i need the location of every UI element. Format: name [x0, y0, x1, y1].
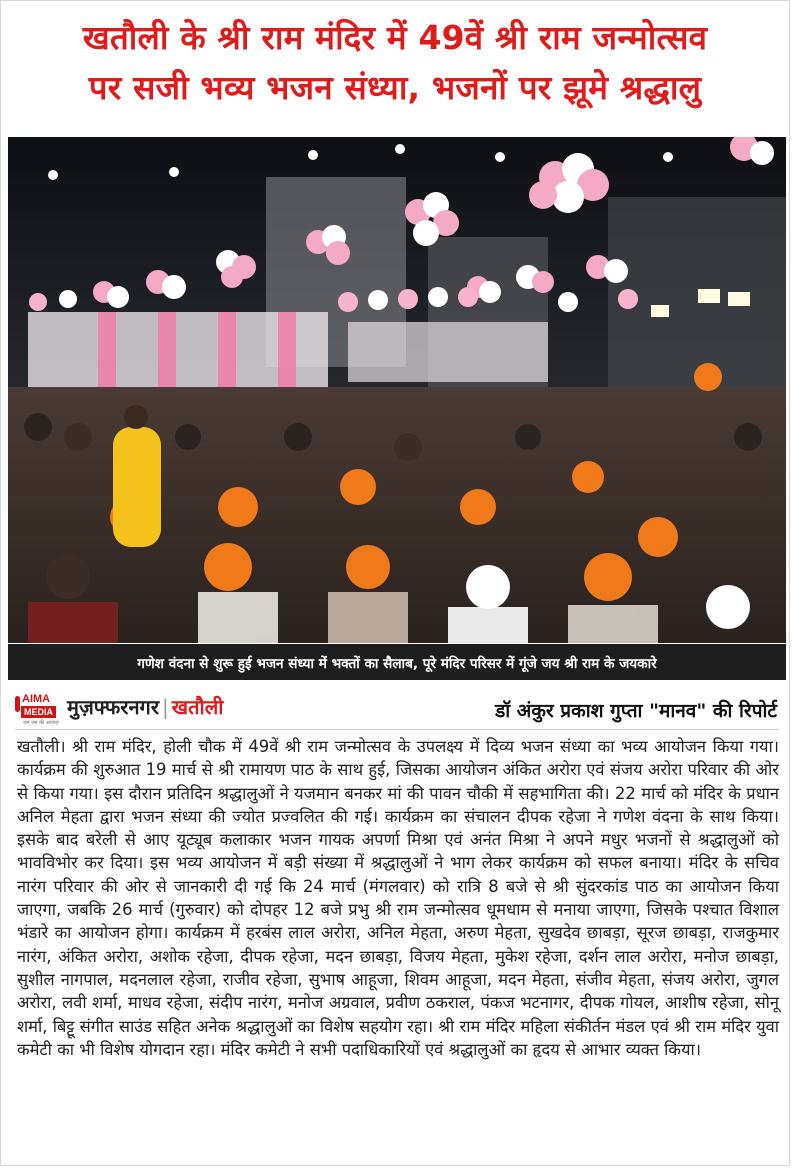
crowd-photo-icon	[8, 137, 786, 643]
headline-line-2: पर सजी भव्य भजन संध्या, भजनों पर झूमे श्रद्धालु	[88, 68, 702, 107]
area-name: खतौली	[171, 695, 224, 719]
photo-caption	[8, 644, 786, 680]
headline-line-1: खतौली के श्री राम मंदिर में 49वें श्री राम जन्मोत्सव	[82, 18, 708, 57]
city-name: मुज़फ्फरनगर	[67, 695, 159, 719]
microphone-icon	[15, 696, 20, 712]
logo-box-text: MEDIA	[21, 706, 56, 718]
headline	[1, 1, 789, 113]
logo-top-text: AIMA	[22, 693, 51, 705]
aima-media-logo	[15, 693, 61, 727]
story-body: खतौली। श्री राम मंदिर, होली चौक में 49वें श्री राम जन्मोत्सव के उपलक्ष्य में दिव्य भजन संध्या का भव्य आयोजन किया गया। कार्यक्रम की शुरुआत 19 मार्च से श्री रामायण पाठ के साथ हुई, जिसका आयोजन अंकित अरोरा एवं संजय अरोरा परिवार की ओर से किया गया। इस दौरान प्रतिदिन श्रद्धालुओं ने यजमान बनकर मां की पावन चौकी में सहभागिता की। 22 मार्च को मंदिर के प्रधान अनिल मेहता द्वारा भजन संध्या की ज्योत प्रज्वलित की गई। कार्यक्रम का संचालन दीपक रहेजा ने गणेश वंदना के साथ किया। इसके बाद बरेली से आए यूट्यूब कलाकार भजन गायक अपर्णा मिश्रा एवं अनंत मिश्रा ने अपने मधुर भजनों से श्रद्धालुओं को भावविभोर कर दिया। इस भव्य आयोजन में बड़ी संख्या में श्रद्धालुओं ने भाग लेकर कार्यक्रम को सफल बनाया। मंदिर के सचिव नारंग परिवार की ओर से जानकारी दी गई कि 24 मार्च (मंगलवार) को रात्रि 8 बजे से श्री सुंदरकांड पाठ का आयोजन किया जाएगा, जबकि 26 मार्च (गुरुवार) को दोपहर 12 बजे प्रभु श्री राम जन्मोत्सव धूमधाम से मनाया जाएगा, जिसके पश्चात विशाल भंडारे का आयोजन होगा। कार्यक्रम में हरबंस लाल अरोरा, अनिल मेहता, अरुण मेहता, सुखदेव छाबड़ा, सूरज छाबड़ा, राजकुमार नारंग, अंकित अरोरा, अशोक रहेजा, दीपक रहेजा, मदन छाबड़ा, विजय मेहता, मुकेश रहेजा, दर्शन लाल अरोरा, मनोज छाबड़ा, सुशील नागपाल, मदनलाल रहेजा, राजीव रहेजा, सुभाष आहूजा, शिवम आहूजा, मदन मेहता, संजीव मेहता, संजय अरोरा, जुगल अरोरा, लवी शर्मा, माधव रहेजा, संदीप नारंग, मनोज अग्रवाल, प्रवीण ठकराल, पंकज भटनागर, दीपक गोयल, आशीष रहेजा, सोनू शर्मा, बिट्टू संगीत साउंड सहित अनेक श्रद्धालुओं का विशेष सहयोग रहा। श्री राम मंदिर महिला संकीर्तन मंडल एवं श्री राम मंदिर युवा कमेटी का भी विशेष योगदान रहा। मंदिर कमेटी ने सभी पदाधिकारियों एवं श्रद्धालुओं का हृदय से आभार व्यक्त किया।	[17, 737, 779, 1059]
byline: डॉ अंकुर प्रकाश गुप्ता "मानव" की रिपोर्ट	[495, 700, 777, 722]
photo-caption-text: गणेश वंदना से शुरू हुई भजन संध्या में भक्तों का सैलाब, पूरे मंदिर परिसर में गूंजे जय श्री राम के जयकारे	[137, 655, 657, 672]
dateline-separator: |	[162, 695, 169, 719]
logo-tagline: जन जन की आवाज़	[23, 720, 59, 726]
event-photo	[8, 137, 786, 643]
dateline	[67, 693, 223, 720]
masthead	[15, 689, 779, 730]
